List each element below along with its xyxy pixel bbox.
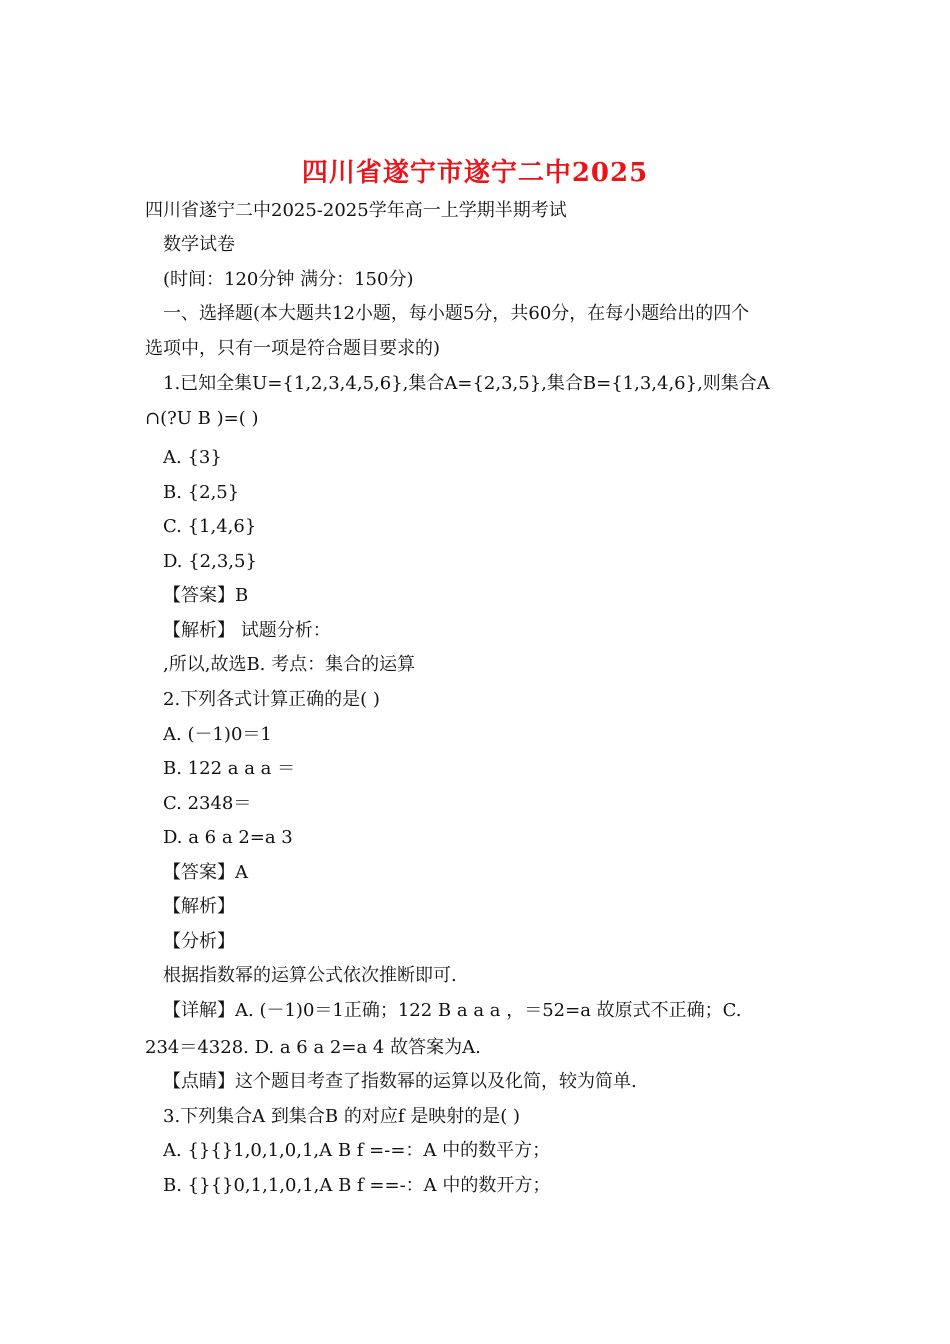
question-2-option-b: B. 122 a a a ＝ (163, 758, 296, 779)
question-1-analysis: 【解析】 试题分析： (163, 620, 331, 641)
question-1-option-d: D. {2,3,5} (163, 551, 257, 572)
question-2-answer: 【答案】A (163, 862, 248, 883)
question-2-option-a: A. (－1)0＝1 (163, 724, 272, 745)
time-score-info: (时间：120分钟 满分：150分) (163, 269, 414, 290)
question-2-option-d: D. a 6 a 2=a 3 (163, 827, 293, 848)
question-1-conclusion: ,所以,故选B. 考点：集合的运算 (163, 654, 416, 675)
question-1-option-a: A. {3} (163, 447, 222, 468)
document-title: 四川省遂宁市遂宁二中2025 (301, 158, 649, 188)
question-2-option-c: C. 2348＝ (163, 793, 252, 814)
question-2-breakdown: 根据指数幂的运算公式依次推断即可. (163, 965, 457, 986)
section-instructions-cont: 选项中，只有一项是符合题目要求的) (145, 338, 441, 359)
question-3-option-a: A. {}{}1,0,1,0,1,A B f =-=：A 中的数平方； (163, 1140, 551, 1161)
question-1-option-c: C. {1,4,6} (163, 516, 257, 537)
question-2-analysis-label: 【解析】 (163, 896, 235, 917)
exam-heading: 四川省遂宁二中2025-2025学年高一上学期半期考试 (145, 200, 567, 221)
question-1-stem-cont: ∩(?U B )=( ) (145, 408, 259, 429)
question-2-detail: 【详解】A. (－1)0＝1正确；122 B a a a ，＝52=a 故原式不正确；C. (163, 1000, 742, 1021)
question-2-detail-cont: 234＝4328. D. a 6 a 2=a 4 故答案为A. (145, 1037, 481, 1058)
question-2-breakdown-label: 【分析】 (163, 931, 235, 952)
question-1-option-b: B. {2,5} (163, 482, 240, 503)
question-1-answer: 【答案】B (163, 585, 249, 606)
section-instructions: 一、选择题(本大题共12小题，每小题5分，共60分，在每小题给出的四个 (163, 303, 750, 324)
question-3-option-b: B. {}{}0,1,1,0,1,A B f ==-：A 中的数开方； (163, 1175, 551, 1196)
question-3-stem: 3.下列集合A 到集合B 的对应f 是映射的是( ) (163, 1106, 520, 1127)
question-2-remark: 【点睛】这个题目考查了指数幂的运算以及化简，较为简单. (163, 1071, 637, 1092)
question-2-stem: 2.下列各式计算正确的是( ) (163, 689, 380, 710)
subject-label: 数学试卷 (163, 234, 235, 255)
question-1-stem: 1.已知全集U={1,2,3,4,5,6},集合A={2,3,5},集合B={1,3,4,6},则集合A (163, 373, 770, 394)
